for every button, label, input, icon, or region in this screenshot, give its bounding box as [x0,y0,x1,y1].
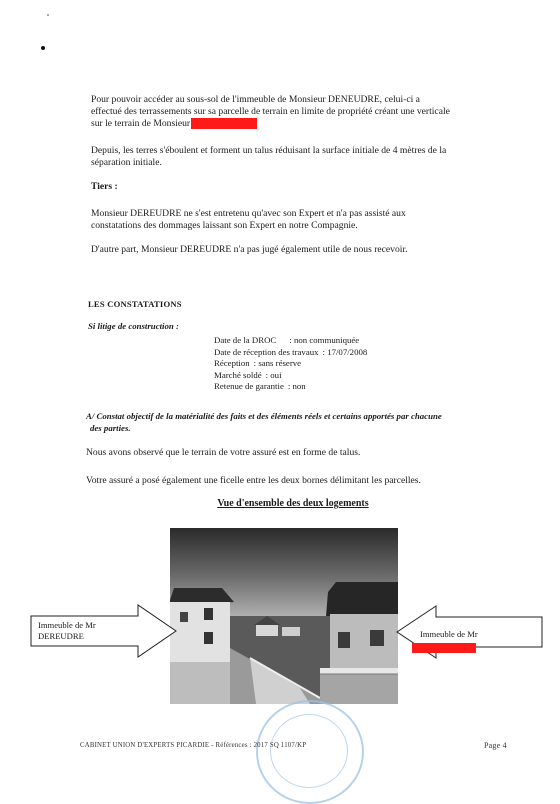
fact-value: : oui [265,369,282,380]
callout-left-label [38,620,96,642]
photo-caption: Vue d'ensemble des deux logements [217,498,369,509]
fact-row [214,358,367,370]
fact-label: Date de la DROC [214,335,277,345]
constatations-heading: LES CONSTATATIONS [88,299,182,309]
fact-value: : 17/07/2008 [322,346,368,357]
fact-value: : non [287,381,306,392]
text-line: A/ Constat objectif de la matérialité des faits et des éléments réels et certains apportés par chacune [86,411,442,421]
fact-row [214,335,367,347]
fact-row [214,347,367,359]
text-line: sur le terrain de Monsieur [91,118,511,130]
photo-two-buildings [170,528,398,704]
text-line: des parties. [90,423,131,433]
fact-value: : non communiquée [289,335,360,345]
redaction-bar [412,643,476,653]
stamp-inner-ring [270,714,348,788]
text-line: Immeuble de Mr [38,620,96,630]
paragraph-ficelle: Votre assuré a posé également une ficelle entre les deux bornes délimitant les parcelles. [86,475,421,486]
scan-speck [47,14,49,16]
fact-row [214,381,367,393]
paragraph-dereudre-expert [91,208,511,232]
fact-value: : sans réserve [253,358,302,369]
fact-row [214,370,367,382]
fact-label: Date de réception des travaux [214,346,319,357]
text-line: séparation initiale. [91,157,162,168]
fact-label: Réception [214,358,250,369]
page-number: Page 4 [484,741,507,750]
text-line: Pour pouvoir accéder au sous-sol de l'immeuble de Monsieur DENEUDRE, celui-ci a [91,94,420,105]
footer-reference: CABINET UNION D'EXPERTS PICARDIE - Références : 2017 SQ 1107/KP [80,742,307,749]
scan-speck [41,46,45,50]
photo-illustration [170,528,398,704]
paragraph-deneudre-terrassement [91,94,511,130]
text-line: Depuis, les terres s'éboulent et forment un talus réduisant la surface initiale de 4 mètres de la [91,145,447,156]
text-line: effectué des terrassements sur sa parcelle de terrain en limite de propriété créant une verticale [91,106,450,117]
paragraph-talus: Nous avons observé que le terrain de votre assuré est en forme de talus. [86,447,361,458]
fact-label: Marché soldé [214,369,262,380]
text-line: Monsieur DEREUDRE ne s'est entretenu qu'avec son Expert et n'a pas assisté aux [91,208,406,219]
company-stamp [256,700,364,804]
callout-right-label [420,629,478,640]
paragraph-dereudre-refus: D'autre part, Monsieur DEREUDRE n'a pas jugé également utile de nous recevoir. [91,244,408,255]
construction-facts-list [214,335,367,393]
text-line: DEREUDRE [38,631,84,641]
paragraph-eboulement [91,145,511,169]
fact-label: Retenue de garantie [214,381,284,392]
redaction-bar [191,118,257,129]
text-line: constatations des dommages laissant son Expert en notre Compagnie. [91,220,358,231]
constat-objectif-heading [86,410,526,434]
text-line: Immeuble de Mr [420,629,478,639]
tiers-heading: Tiers : [91,181,118,192]
litige-heading: Si litige de construction : [88,321,179,331]
